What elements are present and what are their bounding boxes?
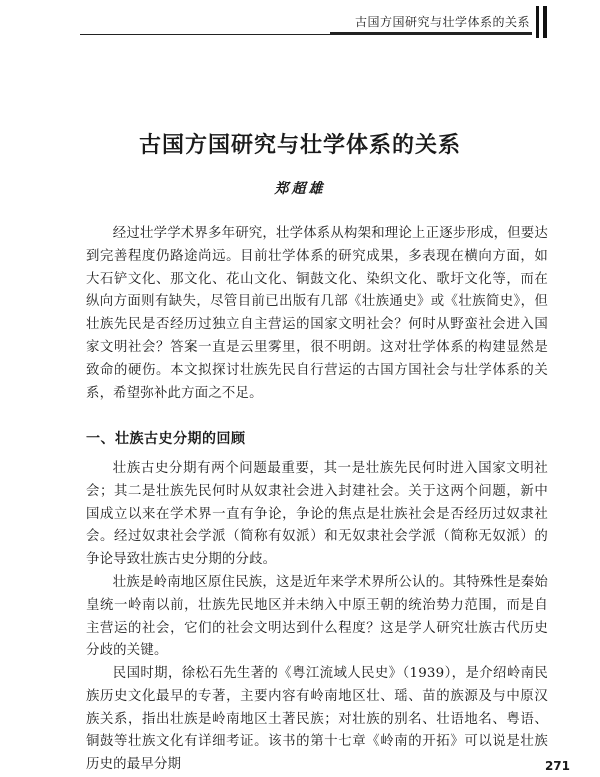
article-author: 郑超雄 [274, 181, 326, 197]
header-rule-thick [330, 32, 532, 34]
header-rule-thin [80, 34, 532, 35]
article-title: 古国方国研究与壮学体系的关系 [138, 132, 461, 158]
page-number: 271 [544, 759, 570, 773]
abstract-paragraph: 经过壮学学术界多年研究，壮学体系从构架和理论上正逐步形成，但要达到完善程度仍路途尚远。目前壮学体系的研究成果，多表现在横向方面，如大石铲文化、那文化、花山文化、铜鼓文化、染织文化、歌圩文化等，而在纵向方面则有缺失，尽管目前已出版有几部《壮族通史》或《壮族简史》，但壮族先民是否经历过独立自主营运的国家文明社会？何时从野蛮社会进入国家文明社会？答案一直是云里雾里，很不明朗。这对壮学体系的构建显然是致命的硬伤。本文拟探讨壮族先民自行营运的古国方国社会与壮学体系的关系，希望弥补此方面之不足。 [86, 226, 548, 401]
body-paragraph: 壮族古史分期有两个问题最重要，其一是壮族先民何时进入国家文明社会；其二是壮族先民何时从奴隶社会进入封建社会。关于这两个问题，新中国成立以来在学术界一直有争论，争论的焦点是壮族社会是否经历过奴隶社会。经过奴隶社会学派（简称有奴派）和无奴隶社会学派（简称无奴派）的争论导致壮族古史分期的分歧。 [86, 461, 548, 568]
running-header-title: 古国方国研究与壮学体系的关系 [354, 15, 530, 29]
body-paragraph: 民国时期，徐松石先生著的《粤江流域人民史》（1939），是介绍岭南民族历史文化最早的专著，主要内容有岭南地区壮、瑶、苗的族源及与中原汉族关系，指出壮族是岭南地区土著民族；对壮族的别名、壮语地名、粤语、铜鼓等壮族文化有详细考证。该书的第十七章《岭南的开拓》可以说是壮族历史的最早分期 [86, 666, 548, 773]
header-bar-mark [543, 6, 547, 38]
body-paragraph: 壮族是岭南地区原住民族，这是近年来学术界所公认的。其特殊性是秦始皇统一岭南以前，壮族先民地区并未纳入中原王朝的统治势力范围，而是自主营运的社会，它们的社会文明达到什么程度？这是学人研究壮族古代历史分歧的关键。 [86, 575, 548, 659]
running-header [0, 0, 600, 42]
header-bar-mark [536, 6, 539, 38]
section-heading: 一、壮族古史分期的回顾 [86, 431, 246, 447]
